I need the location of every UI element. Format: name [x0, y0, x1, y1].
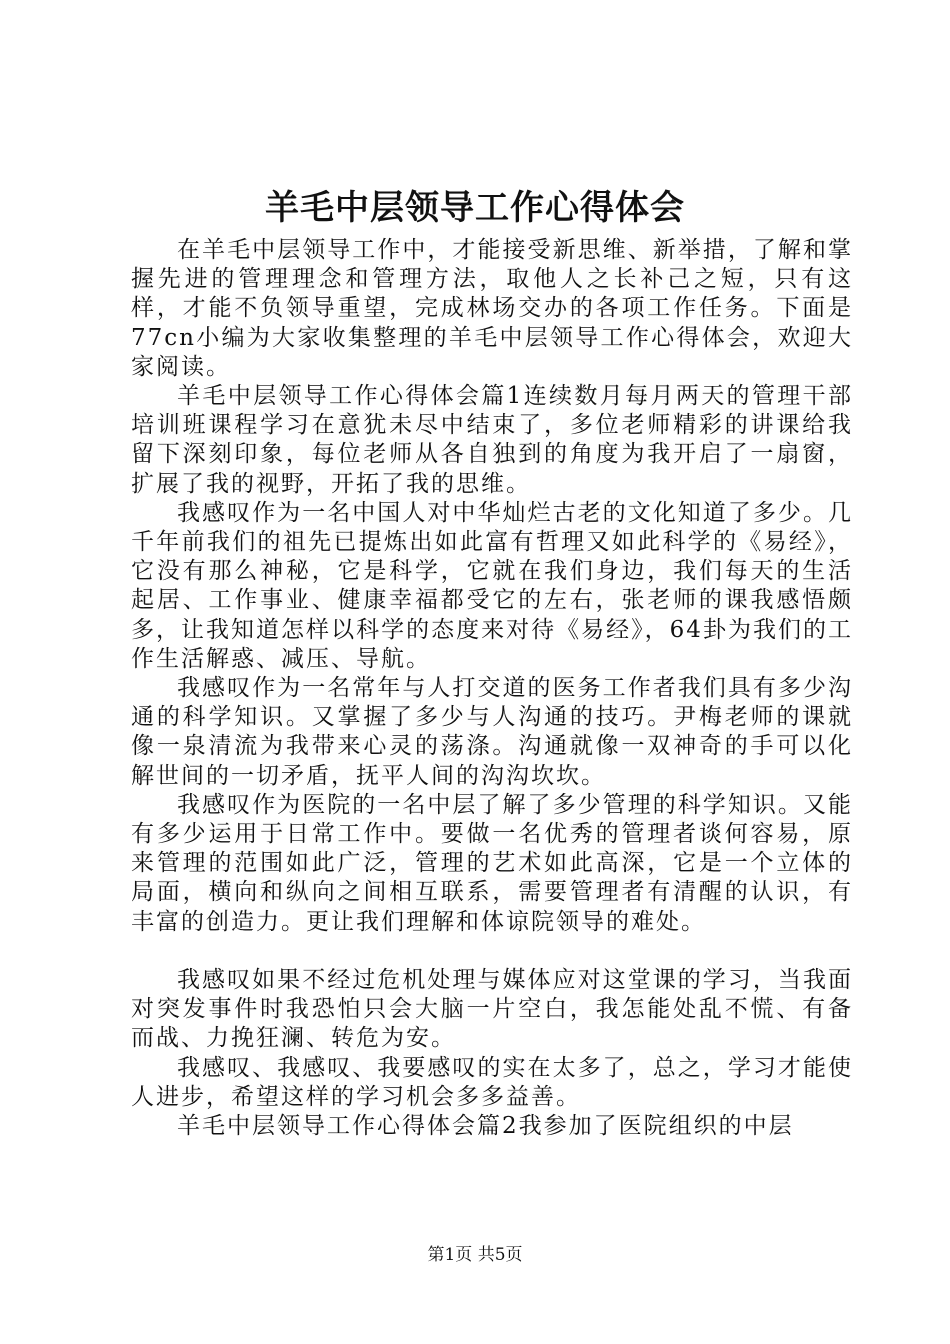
paragraph-intro: 在羊毛中层领导工作中，才能接受新思维、新举措，了解和掌握先进的管理理念和管理方法，取他人之长补己之短，只有这样，才能不负领导重望，完成林场交办的各项工作任务。下面是77cn小编为大家收集整理的羊毛中层领导工作心得体会，欢迎大家阅读。: [131, 237, 853, 380]
paragraph-crisis: 我感叹如果不经过危机处理与媒体应对这堂课的学习，当我面对突发事件时我恐怕只会大脑一片空白，我怎能处乱不慌、有备而战、力挽狂澜、转危为安。: [131, 967, 853, 1052]
paragraph-yijing: 我感叹作为一名中国人对中华灿烂古老的文化知道了多少。几千年前我们的祖先已提炼出如此富有哲理又如此科学的《易经》，它没有那么神秘，它是科学，它就在我们身边，我们每天的生活起居、工作事业、健康幸福都受它的左右，张老师的课我感悟颇多，让我知道怎样以科学的态度来对待《易经》，64卦为我们的工作生活解惑、减压、导航。: [131, 499, 853, 672]
paragraph-communication: 我感叹作为一名常年与人打交道的医务工作者我们具有多少沟通的科学知识。又掌握了多少与人沟通的技巧。尹梅老师的课就像一泉清流为我带来心灵的荡涤。沟通就像一双神奇的手可以化解世间的一切矛盾，抚平人间的沟沟坎坎。: [131, 675, 853, 789]
paragraph-conclusion: 我感叹、我感叹、我要感叹的实在太多了，总之，学习才能使人进步，希望这样的学习机会多多益善。: [131, 1054, 853, 1110]
paragraph-article-2-start: 羊毛中层领导工作心得体会篇2我参加了医院组织的中层: [177, 1113, 794, 1140]
paragraph-spacer: [131, 937, 853, 966]
paragraph-management: 我感叹作为医院的一名中层了解了多少管理的科学知识。又能有多少运用于日常工作中。要做一名优秀的管理者谈何容易，原来管理的范围如此广泛，管理的艺术如此高深，它是一个立体的局面，横向和纵向之间相互联系，需要管理者有清醒的认识，有丰富的创造力。更让我们理解和体谅院领导的难处。: [131, 791, 853, 935]
page-number-footer: 第1页 共5页: [427, 1245, 523, 1265]
paragraph-article-1-start: 羊毛中层领导工作心得体会篇1连续数月每月两天的管理干部培训班课程学习在意犹未尽中结束了，多位老师精彩的讲课给我留下深刻印象，每位老师从各自独到的角度为我开启了一扇窗，扩展了我的视野，开拓了我的思维。: [131, 383, 853, 497]
document-body: [131, 236, 853, 1141]
document-title: 羊毛中层领导工作心得体会: [265, 188, 685, 228]
